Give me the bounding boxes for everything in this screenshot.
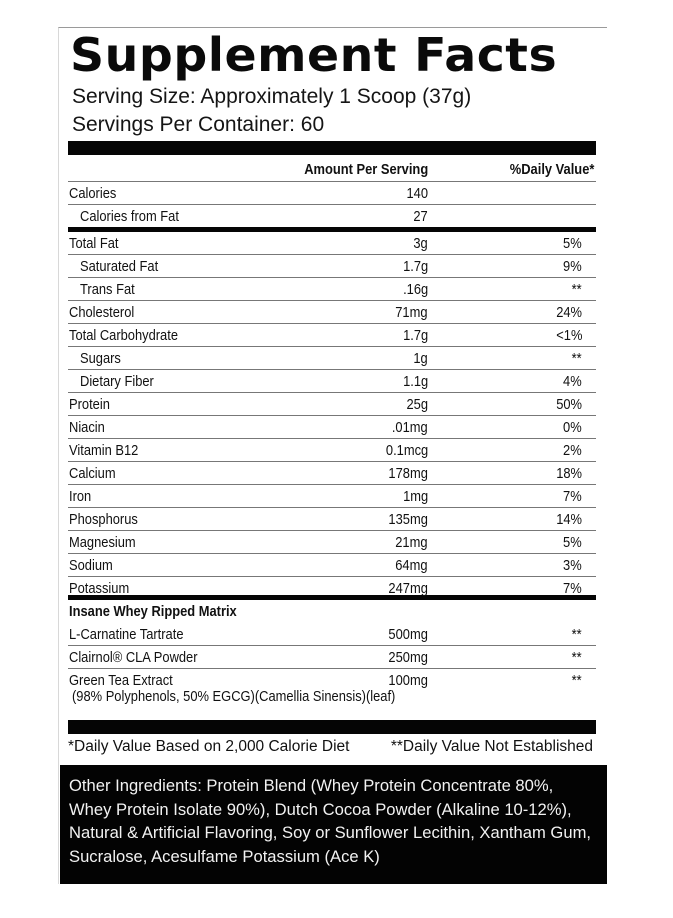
table-row (68, 370, 596, 393)
row-amount: 25g (406, 396, 428, 413)
row-daily-value: 2% (563, 442, 582, 459)
row-label: Iron (69, 488, 92, 505)
row-label: L-Carnatine Tartrate (69, 626, 184, 643)
row-daily-value: 5% (563, 235, 582, 252)
row-daily-value: 0% (563, 419, 582, 436)
row-amount: 21mg (395, 534, 428, 551)
row-amount: .01mg (392, 419, 428, 436)
table-row-calories (68, 182, 596, 205)
table-row (68, 232, 596, 255)
row-amount: 100mg (388, 672, 428, 689)
row-sublabel: (98% Polyphenols, 50% EGCG)(Camellia Sinensis)(leaf) (72, 688, 396, 705)
row-label: Niacin (69, 419, 105, 436)
footnote-daily-value: *Daily Value Based on 2,000 Calorie Diet (68, 738, 350, 755)
row-label: Protein (69, 396, 110, 413)
servings-per-container: Servings Per Container: 60 (72, 113, 325, 136)
row-label: Total Fat (69, 235, 119, 252)
row-amount: 1mg (402, 488, 428, 505)
row-amount: 140 (406, 185, 428, 202)
row-amount: 0.1mcg (385, 442, 428, 459)
row-daily-value: 24% (556, 304, 582, 321)
row-daily-value: 3% (563, 557, 582, 574)
table-row (68, 416, 596, 439)
table-row (68, 508, 596, 531)
row-label: Total Carbohydrate (69, 327, 179, 344)
row-amount: 27 (413, 208, 428, 225)
row-label: Cholesterol (69, 304, 135, 321)
row-label: Sugars (80, 350, 121, 367)
table-row (68, 623, 596, 646)
table-row (68, 462, 596, 485)
row-amount: 135mg (388, 511, 428, 528)
amount-per-serving-header: Amount Per Serving (303, 161, 428, 178)
matrix-title: Insane Whey Ripped Matrix (69, 603, 237, 620)
table-row (68, 669, 596, 707)
row-label: Calories (69, 185, 117, 202)
bottom-divider-bar (68, 720, 596, 734)
row-daily-value: ** (571, 626, 582, 643)
row-daily-value: 14% (556, 511, 582, 528)
top-divider-bar (68, 141, 596, 155)
row-daily-value: 9% (563, 258, 582, 275)
matrix-section-header (68, 600, 596, 623)
row-label: Calcium (69, 465, 116, 482)
other-ingredients-box: Other Ingredients: Protein Blend (Whey Protein Concentrate 80%, Whey Protein Isolate 90%), Dutch Cocoa Powder (Alkaline 10-12%), Natural & Artificial Flavoring, Soy or Sunflower Lecithin, Xantham Gum, Sucralose, Acesulfame Potassium (Ace K) (60, 765, 607, 884)
footnote-not-established: **Daily Value Not Established (390, 738, 593, 755)
row-label: Clairnol® CLA Powder (69, 649, 198, 666)
label-title: Supplement Facts (70, 28, 558, 82)
table-row (68, 301, 596, 324)
row-daily-value: ** (571, 649, 582, 666)
row-daily-value: 4% (563, 373, 582, 390)
table-row-calories-from-fat (68, 205, 596, 232)
row-daily-value: ** (571, 281, 582, 298)
table-row (68, 255, 596, 278)
row-amount: 1.7g (402, 327, 428, 344)
row-amount: 71mg (395, 304, 428, 321)
row-daily-value: 50% (556, 396, 582, 413)
row-amount: 1g (413, 350, 428, 367)
row-daily-value: 18% (556, 465, 582, 482)
table-row (68, 278, 596, 301)
row-label: Dietary Fiber (80, 373, 154, 390)
serving-size: Serving Size: Approximately 1 Scoop (37g) (72, 85, 472, 108)
row-amount: 247mg (388, 580, 428, 597)
row-amount: 64mg (395, 557, 428, 574)
row-label: Trans Fat (80, 281, 135, 298)
row-amount: .16g (402, 281, 428, 298)
row-label: Vitamin B12 (69, 442, 139, 459)
row-label: Phosphorus (69, 511, 138, 528)
row-daily-value: 7% (563, 488, 582, 505)
table-row (68, 347, 596, 370)
row-daily-value: <1% (555, 327, 582, 344)
row-amount: 3g (413, 235, 428, 252)
table-row (68, 646, 596, 669)
table-row (68, 485, 596, 508)
daily-value-header: %Daily Value* (509, 161, 594, 178)
row-label: Saturated Fat (80, 258, 159, 275)
table-header-row (68, 156, 596, 182)
supplement-facts-table (68, 156, 596, 707)
table-row (68, 393, 596, 416)
row-label: Calories from Fat (80, 208, 179, 225)
row-amount: 250mg (388, 649, 428, 666)
row-daily-value: 5% (563, 534, 582, 551)
row-label: Sodium (69, 557, 113, 574)
row-daily-value: ** (571, 672, 582, 689)
row-daily-value: 7% (563, 580, 582, 597)
row-amount: 1.7g (402, 258, 428, 275)
row-amount: 1.1g (402, 373, 428, 390)
row-label: Potassium (69, 580, 130, 597)
row-label: Green Tea Extract (69, 672, 173, 689)
table-row (68, 554, 596, 577)
table-row (68, 577, 596, 600)
row-daily-value: ** (571, 350, 582, 367)
table-row (68, 531, 596, 554)
table-row (68, 324, 596, 347)
row-amount: 178mg (388, 465, 428, 482)
row-amount: 500mg (388, 626, 428, 643)
row-label: Magnesium (69, 534, 136, 551)
table-row (68, 439, 596, 462)
